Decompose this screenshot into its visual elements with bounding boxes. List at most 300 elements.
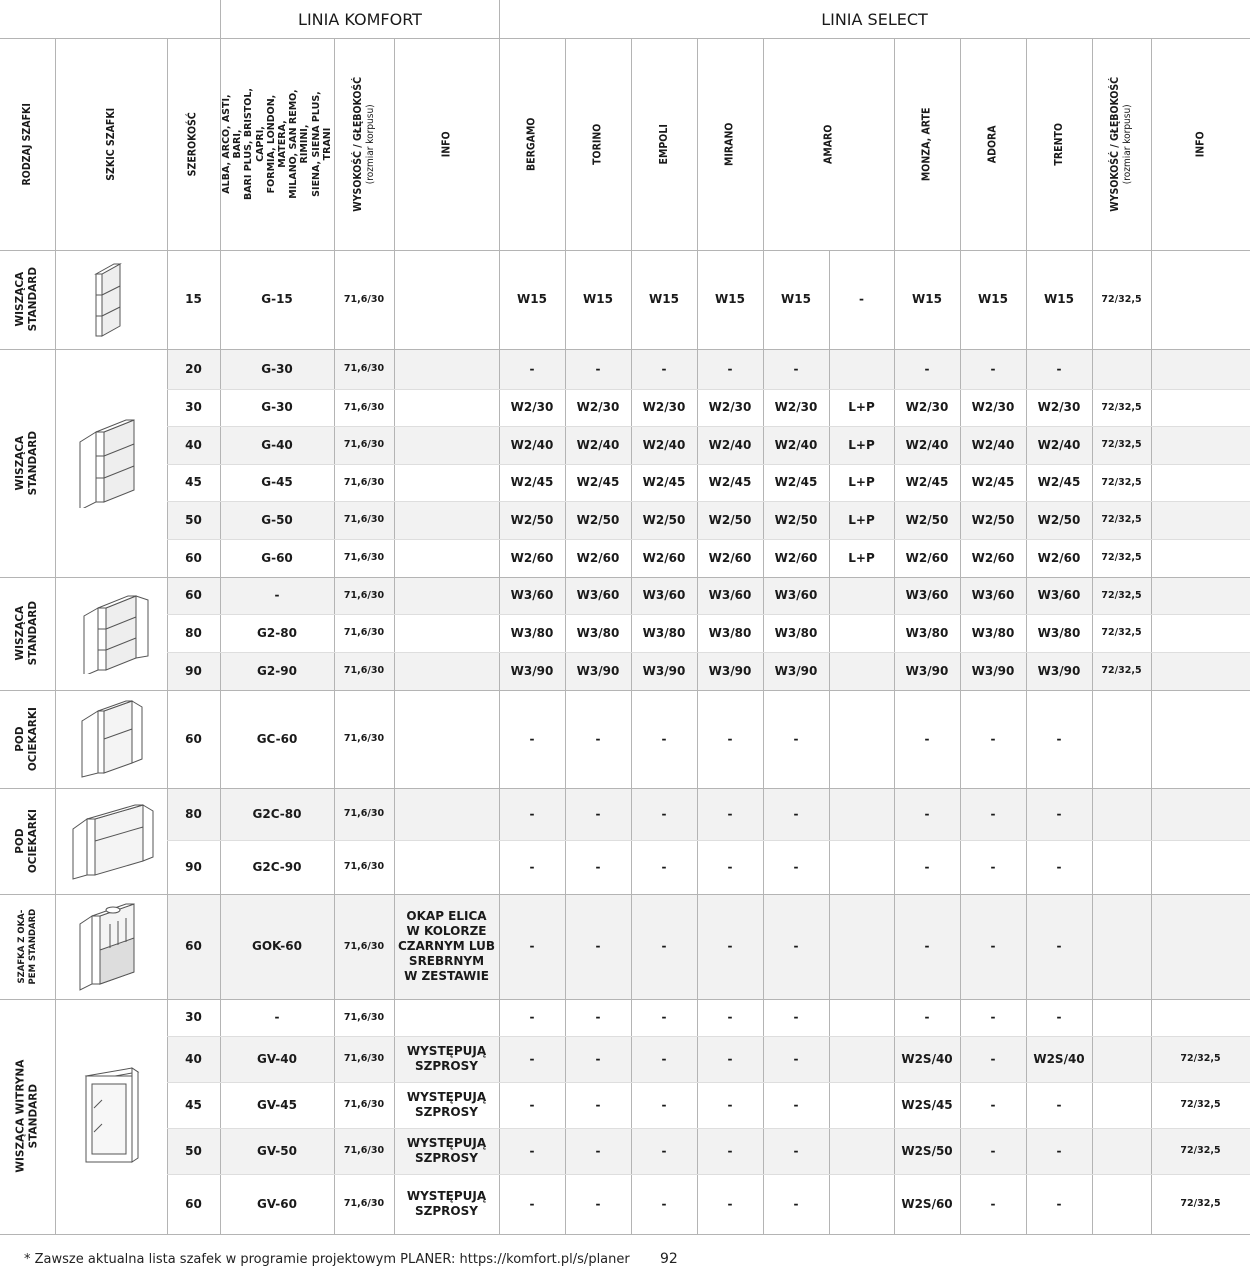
info-line: SZPROSY	[415, 1151, 478, 1165]
cell-trento: -	[1056, 1143, 1062, 1158]
cell-trento: W3/60	[1037, 588, 1081, 602]
cell-monza-arte: -	[924, 1010, 930, 1024]
header-select-model: TRENTO	[1052, 122, 1065, 166]
cell-wysokosc-select: 72/32,5	[1101, 401, 1142, 413]
cell-mirano: -	[727, 1010, 733, 1024]
cell-monza-arte: W2/60	[905, 550, 949, 565]
cabinet-type-line: WISZĄCA	[14, 272, 27, 327]
cell-szerokosc: 50	[185, 512, 202, 527]
cell-amaro: W3/80	[774, 625, 818, 640]
cell-wysokosc-select	[1092, 1128, 1151, 1174]
header-select-model: MIRANO	[723, 122, 736, 166]
info-line: CZARNYM LUB	[398, 939, 495, 953]
cell-wysokosc: 71,6/30	[343, 514, 385, 526]
cell-komfort-code: GV-60	[257, 1196, 297, 1211]
cell-monza-arte: W2/50	[905, 512, 949, 527]
header-select-model: MONZA, ARTE	[920, 107, 933, 181]
drainer-cabinet-icon	[56, 690, 167, 788]
cell-info-select	[1151, 894, 1250, 999]
cell-trento: -	[1056, 806, 1062, 821]
cell-trento: -	[1056, 939, 1062, 953]
cell-trento: W2/30	[1037, 400, 1081, 414]
cell-torino: -	[595, 1196, 601, 1211]
cell-wysokosc-select: 72/32,5	[1101, 589, 1142, 601]
cell-empoli: W3/60	[642, 588, 686, 602]
cell-trento: -	[1056, 731, 1062, 746]
cell-mirano: W15	[715, 292, 745, 306]
cell-empoli: -	[661, 939, 667, 953]
cell-komfort-code: G-15	[261, 292, 293, 306]
cell-bergamo: W2/45	[510, 475, 554, 489]
cabinet-type-line: STANDARD	[27, 430, 40, 496]
cell-adora: -	[990, 1097, 996, 1112]
cell-komfort-code: GC-60	[256, 731, 298, 746]
cell-torino: W2/40	[576, 437, 620, 452]
cell-mirano: W3/90	[708, 663, 752, 678]
cell-info-select	[1151, 614, 1250, 652]
cell-trento: W2/50	[1037, 512, 1081, 527]
cell-info	[394, 539, 499, 577]
cabinet-type-label	[0, 577, 55, 690]
cell-amaro-lp: -	[859, 292, 864, 306]
cell-monza-arte: W15	[912, 292, 942, 306]
cell-empoli: -	[661, 731, 667, 746]
cell-amaro: -	[793, 1143, 799, 1158]
cell-wysokosc: 71,6/30	[343, 589, 385, 601]
cell-monza-arte: W2/40	[905, 437, 949, 452]
cell-trento: -	[1056, 361, 1062, 376]
cabinet-type-line: WISZĄCA	[14, 606, 27, 661]
header-komfort-models	[220, 38, 334, 250]
cell-adora: -	[990, 1143, 996, 1158]
wall-cabinet-narrow-icon	[56, 250, 167, 349]
info-line: WYSTĘPUJĄ	[406, 1044, 487, 1058]
cell-mirano: W2/60	[708, 550, 752, 565]
cell-amaro-lp	[829, 894, 894, 999]
cell-wysokosc-select	[1092, 840, 1151, 894]
cell-adora: W3/90	[971, 663, 1015, 678]
cell-torino: -	[595, 1097, 601, 1112]
cell-wysokosc: 71,6/30	[343, 363, 385, 375]
cabinet-type-line: STANDARD	[27, 1084, 40, 1149]
cabinet-type-line: OCIEKARKI	[27, 808, 40, 874]
cell-komfort-code: GOK-60	[252, 939, 302, 953]
cell-amaro: W15	[781, 292, 811, 306]
drainer-cabinet-wide-icon	[56, 788, 167, 894]
info-line: SZPROSY	[415, 1204, 478, 1218]
cell-info-select: 72/32,5	[1180, 1145, 1221, 1157]
cell-amaro-lp	[829, 614, 894, 652]
cell-mirano: W2/30	[708, 400, 752, 414]
cell-adora: -	[990, 859, 996, 874]
cell-amaro-lp	[829, 1082, 894, 1128]
cell-szerokosc: 90	[185, 663, 202, 678]
cell-monza-arte: W2S/60	[901, 1196, 953, 1211]
cell-empoli: W2/40	[642, 437, 686, 452]
info-line: WYSTĘPUJĄ	[406, 1136, 487, 1150]
cabinet-type-line: POD	[14, 828, 27, 854]
cell-wysokosc-select: 72/32,5	[1101, 439, 1142, 451]
cell-info	[394, 1082, 499, 1128]
cell-torino: -	[595, 361, 601, 376]
cell-komfort-code: G-30	[261, 361, 293, 376]
cell-amaro-lp: L+P	[848, 400, 875, 414]
cell-szerokosc: 60	[185, 731, 202, 746]
cell-monza-arte: W2S/45	[901, 1097, 953, 1112]
cell-szerokosc: 80	[185, 625, 202, 640]
cabinet-type-label	[0, 999, 55, 1234]
header-szerokosc: SZEROKOŚĆ	[187, 111, 200, 177]
cell-empoli: -	[661, 361, 667, 376]
cell-komfort-code: GV-50	[257, 1143, 297, 1158]
cell-amaro-lp: L+P	[848, 512, 875, 527]
group-title-select: LINIA SELECT	[821, 9, 928, 29]
cell-wysokosc-select	[1092, 894, 1151, 999]
cell-monza-arte: -	[924, 939, 930, 953]
header-select-model: AMARO	[822, 124, 835, 164]
cell-amaro: -	[793, 859, 799, 874]
cell-trento: W2/45	[1037, 475, 1081, 489]
cell-komfort-code: G2-90	[257, 663, 297, 678]
cell-wysokosc: 71,6/30	[343, 733, 385, 745]
cell-wysokosc: 71,6/30	[343, 439, 385, 451]
cell-wysokosc-select	[1092, 690, 1151, 788]
cell-trento: W3/90	[1037, 663, 1081, 678]
cell-trento: W15	[1044, 292, 1074, 306]
cell-adora: -	[990, 731, 996, 746]
cell-torino: W15	[583, 292, 613, 306]
cell-empoli: -	[661, 1010, 667, 1024]
cell-wysokosc: 71,6/30	[343, 861, 385, 873]
cell-wysokosc: 71,6/30	[343, 808, 385, 820]
cell-adora: W2/45	[971, 475, 1015, 489]
cell-empoli: -	[661, 1097, 667, 1112]
cell-info	[394, 426, 499, 464]
komfort-model-line: FORMIA, LONDON, MATERA,	[265, 94, 288, 194]
cell-info	[394, 999, 499, 1036]
cell-mirano: -	[727, 361, 733, 376]
cell-info	[394, 690, 499, 788]
cell-bergamo: W3/80	[510, 625, 554, 640]
cell-bergamo: -	[529, 1097, 535, 1112]
cell-monza-arte: W2S/40	[901, 1051, 953, 1066]
cell-amaro: -	[793, 731, 799, 746]
cell-wysokosc-select	[1092, 999, 1151, 1036]
cell-mirano: W2/40	[708, 437, 752, 452]
cell-szerokosc: 90	[185, 859, 202, 874]
cell-bergamo: W2/40	[510, 437, 554, 452]
cell-bergamo: -	[529, 361, 535, 376]
cell-bergamo: -	[529, 1196, 535, 1211]
cell-empoli: W2/50	[642, 512, 686, 527]
cell-komfort-code: G-45	[261, 475, 293, 489]
cell-wysokosc-select	[1092, 349, 1151, 389]
cell-info-select: 72/32,5	[1180, 1053, 1221, 1065]
cell-bergamo: W2/50	[510, 512, 554, 527]
cell-amaro-lp	[829, 1128, 894, 1174]
cell-info	[394, 614, 499, 652]
grid-line	[0, 1234, 1250, 1235]
cell-mirano: W2/45	[708, 475, 752, 489]
cell-szerokosc: 50	[185, 1143, 202, 1158]
cell-wysokosc-select: 72/32,5	[1101, 552, 1142, 564]
komfort-model-line: ALBA, ARCO, ASTI, BARI,	[220, 94, 244, 194]
cell-wysokosc-select: 72/32,5	[1101, 514, 1142, 526]
cell-torino: -	[595, 939, 601, 953]
cell-info-select	[1151, 840, 1250, 894]
cell-trento: W3/80	[1037, 625, 1081, 640]
cabinet-type-label	[0, 894, 55, 999]
cell-amaro: -	[793, 1010, 799, 1024]
cell-wysokosc: 71,6/30	[343, 1145, 385, 1157]
cell-empoli: W2/30	[642, 400, 686, 414]
cell-komfort-code: GV-45	[257, 1097, 297, 1112]
komfort-model-line: BARI PLUS, BRISTOL, CAPRI,	[243, 87, 266, 201]
cell-adora: W15	[978, 292, 1008, 306]
header-szkic-szafki: SZKIC SZAFKI	[104, 107, 117, 181]
cell-info	[394, 577, 499, 614]
grid-line	[220, 0, 221, 38]
cell-mirano: W3/60	[708, 588, 752, 602]
header-info-select: INFO	[1194, 131, 1207, 157]
cabinet-type-line: POD	[14, 726, 27, 752]
cell-komfort-code: G-50	[261, 512, 293, 527]
cell-amaro-lp	[829, 690, 894, 788]
cabinet-type-line: SZAFKA Z OKA-	[16, 909, 27, 984]
cell-empoli: -	[661, 806, 667, 821]
cell-komfort-code: G-60	[261, 550, 293, 565]
cell-bergamo: -	[529, 939, 535, 953]
cell-torino: -	[595, 859, 601, 874]
cell-mirano: -	[727, 731, 733, 746]
info-line: SZPROSY	[415, 1059, 478, 1073]
cell-adora: W2/30	[971, 400, 1015, 414]
cell-mirano: -	[727, 859, 733, 874]
cell-adora: W2/50	[971, 512, 1015, 527]
cell-torino: W2/60	[576, 550, 620, 565]
cell-mirano: -	[727, 1196, 733, 1211]
cell-szerokosc: 80	[185, 806, 202, 821]
komfort-models-list	[221, 87, 333, 201]
cell-wysokosc-select	[1092, 1082, 1151, 1128]
cell-empoli: -	[661, 1196, 667, 1211]
cell-szerokosc: 40	[185, 437, 202, 452]
cell-amaro: W2/30	[774, 400, 818, 414]
cell-amaro: -	[793, 939, 799, 953]
cell-szerokosc: 20	[185, 361, 202, 376]
cell-info	[394, 389, 499, 426]
cell-torino: W2/45	[576, 475, 620, 489]
footnote: * Zawsze aktualna lista szafek w programie projektowym PLANER: https://komfort.pl/s/planer	[24, 1252, 630, 1267]
cell-trento: -	[1056, 1010, 1062, 1024]
cell-mirano: -	[727, 1051, 733, 1066]
cell-trento: W2/40	[1037, 437, 1081, 452]
cell-mirano: -	[727, 1143, 733, 1158]
cell-amaro-lp	[829, 1036, 894, 1082]
cell-amaro-lp	[829, 577, 894, 614]
cell-szerokosc: 60	[185, 588, 202, 602]
cell-info-select	[1151, 788, 1250, 840]
header-select-model: BERGAMO	[525, 117, 538, 171]
info-line: SZPROSY	[415, 1105, 478, 1119]
cell-amaro: W2/60	[774, 550, 818, 565]
cell-torino: -	[595, 1051, 601, 1066]
cell-monza-arte: W3/60	[905, 588, 949, 602]
cell-empoli: W2/60	[642, 550, 686, 565]
cell-szerokosc: 40	[185, 1051, 202, 1066]
cell-wysokosc: 71,6/30	[343, 665, 385, 677]
cabinet-type-label	[0, 250, 55, 349]
cell-bergamo: W2/30	[510, 400, 554, 414]
cell-empoli: -	[661, 1051, 667, 1066]
cell-mirano: W2/50	[708, 512, 752, 527]
header-wysokosc-komfort	[334, 38, 394, 250]
cell-amaro: W2/40	[774, 437, 818, 452]
komfort-model-line: SIENA, SIENA PLUS, TRANI	[310, 91, 333, 197]
cell-monza-arte: -	[924, 806, 930, 821]
cell-szerokosc: 60	[185, 550, 202, 565]
header-select-model: EMPOLI	[657, 123, 670, 165]
cell-empoli: W15	[649, 292, 679, 306]
cell-amaro: -	[793, 1196, 799, 1211]
cell-komfort-code: G2C-80	[252, 806, 302, 821]
cell-info	[394, 1128, 499, 1174]
cell-szerokosc: 60	[185, 1196, 202, 1211]
cell-info-select: 72/32,5	[1180, 1198, 1221, 1210]
cell-wysokosc: 71,6/30	[343, 940, 385, 952]
cell-amaro-lp	[829, 840, 894, 894]
cell-wysokosc: 71,6/30	[343, 476, 385, 488]
cell-trento: W2S/40	[1033, 1051, 1085, 1066]
cell-info	[394, 250, 499, 349]
cell-szerokosc: 30	[185, 1010, 202, 1024]
page-number: 92	[660, 1251, 678, 1267]
cell-info	[394, 501, 499, 539]
cell-bergamo: W3/90	[510, 663, 554, 678]
cell-szerokosc: 45	[185, 1097, 202, 1112]
cell-amaro-lp	[829, 349, 894, 389]
cell-komfort-code: -	[274, 1010, 280, 1024]
cell-empoli: -	[661, 1143, 667, 1158]
cell-info-select	[1151, 999, 1250, 1036]
cell-wysokosc-select	[1092, 1036, 1151, 1082]
cell-info-select	[1151, 464, 1250, 501]
cell-torino: -	[595, 731, 601, 746]
cell-komfort-code: G2C-90	[252, 859, 302, 874]
cell-bergamo: W3/60	[510, 588, 554, 602]
cell-adora: -	[990, 361, 996, 376]
cell-info	[394, 1036, 499, 1082]
cabinet-type-line: WISZĄCA	[14, 435, 27, 491]
cell-bergamo: -	[529, 1143, 535, 1158]
cell-torino: W3/90	[576, 663, 620, 678]
cell-info-select	[1151, 250, 1250, 349]
cell-bergamo: W2/60	[510, 550, 554, 565]
cell-komfort-code: G-30	[261, 400, 293, 414]
cell-adora: -	[990, 1051, 996, 1066]
header-rodzaj-szafki: RODZAJ SZAFKI	[21, 102, 34, 186]
cabinet-type-line: STANDARD	[27, 601, 40, 666]
cell-info-select: 72/32,5	[1180, 1099, 1221, 1111]
komfort-model-line: MILANO, SAN REMO, RIMINI,	[288, 89, 311, 199]
cell-trento: -	[1056, 859, 1062, 874]
cell-monza-arte: W3/90	[905, 663, 949, 678]
cell-szerokosc: 15	[185, 292, 202, 306]
cell-adora: W3/80	[971, 625, 1015, 640]
cabinet-type-line: PEM STANDARD	[27, 908, 38, 985]
cell-info-select	[1151, 652, 1250, 690]
cell-info-select	[1151, 501, 1250, 539]
cell-szerokosc: 45	[185, 475, 202, 489]
cell-info	[394, 1174, 499, 1234]
cell-torino: -	[595, 1143, 601, 1158]
cell-amaro: W3/90	[774, 663, 818, 678]
cell-torino: W3/60	[576, 588, 620, 602]
cell-torino: W3/80	[576, 625, 620, 640]
cell-amaro: W2/50	[774, 512, 818, 527]
cell-adora: -	[990, 939, 996, 953]
cell-empoli: W3/80	[642, 625, 686, 640]
cell-empoli: W3/90	[642, 663, 686, 678]
cell-info	[394, 349, 499, 389]
cell-amaro-lp: L+P	[848, 550, 875, 565]
cell-amaro-lp	[829, 788, 894, 840]
wall-cabinet-single-door-icon	[56, 349, 167, 577]
cell-info-select	[1151, 389, 1250, 426]
cell-empoli: -	[661, 859, 667, 874]
info-line: W ZESTAWIE	[404, 969, 489, 983]
cell-adora: W2/40	[971, 437, 1015, 452]
cell-szerokosc: 30	[185, 400, 202, 414]
cell-info-select	[1151, 577, 1250, 614]
cell-empoli: W2/45	[642, 475, 686, 489]
cell-amaro-lp: L+P	[848, 475, 875, 489]
cell-trento: W2/60	[1037, 550, 1081, 565]
cell-info-select	[1151, 349, 1250, 389]
info-line: WYSTĘPUJĄ	[406, 1189, 487, 1203]
cell-wysokosc: 71,6/30	[343, 1099, 385, 1111]
cell-info	[394, 894, 499, 999]
cell-info-select	[1151, 539, 1250, 577]
cell-info-select	[1151, 690, 1250, 788]
cell-wysokosc-select: 72/32,5	[1101, 476, 1142, 488]
cell-wysokosc: 71,6/30	[343, 401, 385, 413]
cell-wysokosc: 71,6/30	[343, 293, 385, 305]
cell-torino: -	[595, 806, 601, 821]
cell-amaro: -	[793, 806, 799, 821]
header-select-model: TORINO	[591, 123, 604, 165]
cell-bergamo: -	[529, 806, 535, 821]
header-select-model: ADORA	[986, 125, 999, 163]
cell-bergamo: -	[529, 859, 535, 874]
cabinet-type-line: STANDARD	[27, 267, 40, 332]
cell-komfort-code: G2-80	[257, 625, 297, 640]
cell-amaro: W2/45	[774, 475, 818, 489]
cell-monza-arte: -	[924, 361, 930, 376]
cell-bergamo: -	[529, 731, 535, 746]
info-line: WYSTĘPUJĄ	[406, 1090, 487, 1104]
cabinet-type-label	[0, 788, 55, 894]
cell-trento: -	[1056, 1097, 1062, 1112]
cell-wysokosc: 71,6/30	[343, 552, 385, 564]
cell-torino: W2/30	[576, 400, 620, 414]
cell-mirano: -	[727, 939, 733, 953]
cell-wysokosc-select: 72/32,5	[1101, 665, 1142, 677]
cell-info	[394, 652, 499, 690]
cell-amaro: -	[793, 1051, 799, 1066]
cell-torino: W2/50	[576, 512, 620, 527]
cell-monza-arte: -	[924, 731, 930, 746]
